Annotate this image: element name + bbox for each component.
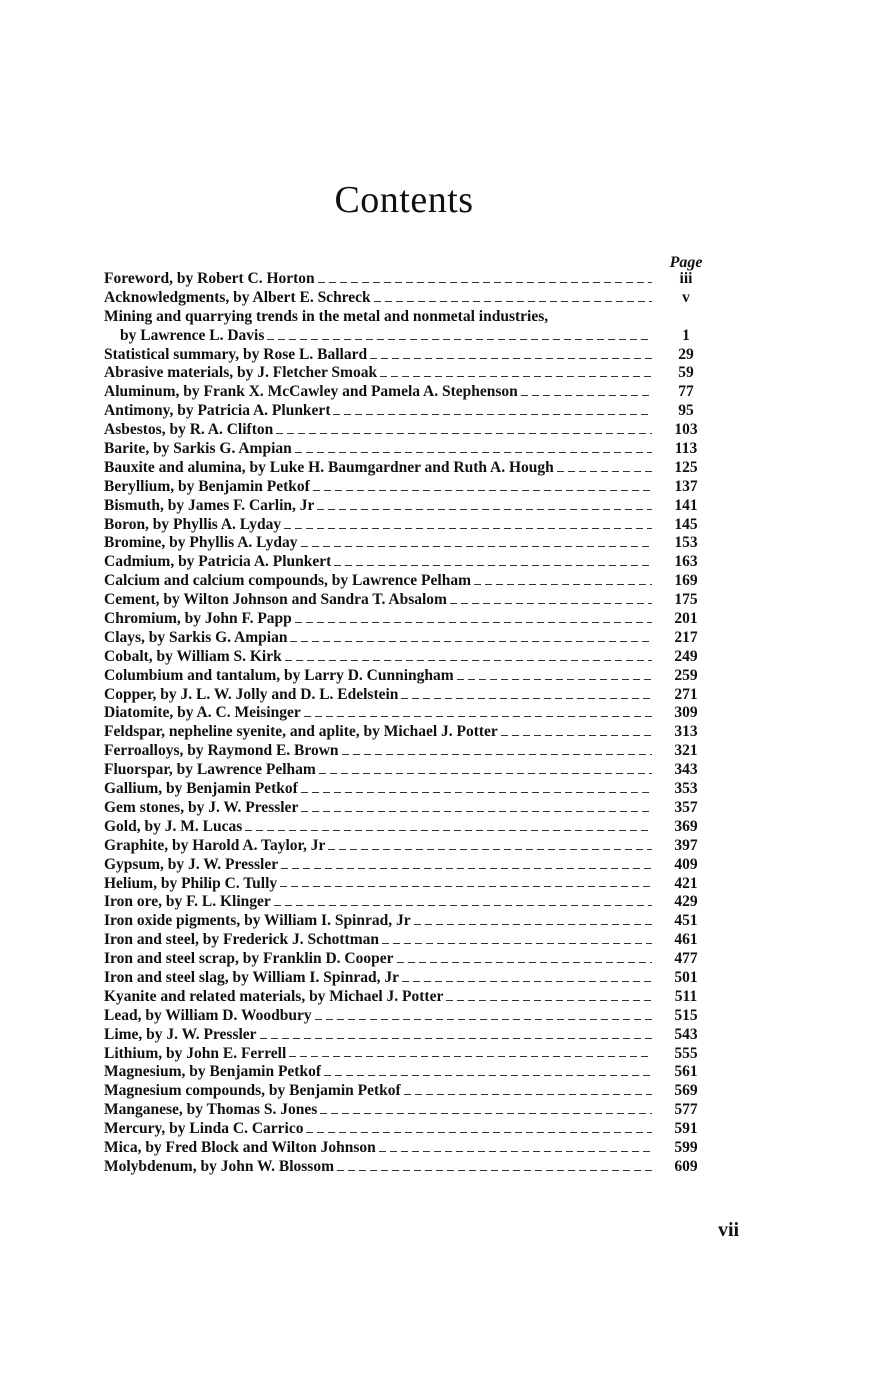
toc-entry-title: Clays, by Sarkis G. Ampian — [104, 628, 288, 646]
toc-page-number: 137 — [674, 477, 698, 495]
toc-entry-line — [104, 723, 652, 742]
dot-leader — [290, 641, 652, 642]
dot-leader — [333, 414, 652, 415]
toc-entry-title: Mercury, by Linda C. Carrico — [104, 1120, 304, 1138]
toc-entry-title: Antimony, by Patricia A. Plunkert — [104, 402, 331, 420]
toc-entry-line — [104, 856, 652, 875]
toc-entry-line — [104, 1158, 652, 1177]
toc-entry — [0, 591, 873, 610]
toc-entry-title: Bismuth, by James F. Carlin, Jr — [104, 496, 315, 514]
toc-page-number: 313 — [674, 723, 698, 741]
toc-page-number: 125 — [674, 458, 698, 476]
toc-entry — [0, 723, 873, 742]
toc-entry-line — [104, 308, 652, 327]
dot-leader — [301, 546, 652, 547]
toc-entry-title: Bauxite and alumina, by Luke H. Baumgardner and Ruth A. Hough — [104, 458, 554, 476]
toc-entry-line — [104, 497, 652, 516]
toc-page-number: 217 — [674, 628, 698, 646]
toc-page-number: 353 — [674, 780, 698, 798]
toc-entry — [0, 327, 873, 346]
toc-page-number: 577 — [674, 1101, 698, 1119]
toc-entry-line — [104, 270, 652, 289]
toc-entry — [0, 1082, 873, 1101]
toc-entry-line — [104, 893, 652, 912]
dot-leader — [274, 905, 652, 906]
toc-page-number: 321 — [674, 742, 698, 760]
toc-entry — [0, 516, 873, 535]
toc-entry — [0, 1063, 873, 1082]
toc-entry — [0, 610, 873, 629]
toc-entry — [0, 421, 873, 440]
toc-entry-line — [104, 1026, 652, 1045]
toc-entry-title: Feldspar, nepheline syenite, and aplite, by Michael J. Potter — [104, 723, 498, 741]
toc-entry-line — [104, 289, 652, 308]
toc-entry-line — [104, 686, 652, 705]
toc-page-number: 369 — [674, 817, 698, 835]
dot-leader — [301, 811, 652, 812]
toc-entry — [0, 1045, 873, 1064]
toc-page-number: 59 — [678, 364, 694, 382]
toc-entry-title: Cement, by Wilton Johnson and Sandra T. Absalom — [104, 591, 447, 609]
toc-page-number: 461 — [674, 931, 698, 949]
dot-leader — [380, 376, 652, 377]
toc-entry — [0, 799, 873, 818]
dot-leader — [337, 1170, 652, 1171]
toc-entry-line — [104, 912, 652, 931]
toc-entry — [0, 667, 873, 686]
toc-entry — [0, 969, 873, 988]
toc-entry-title: Iron and steel scrap, by Franklin D. Cooper — [104, 950, 394, 968]
dot-leader — [402, 981, 652, 982]
toc-entry-line — [104, 440, 652, 459]
dot-leader — [328, 849, 652, 850]
dot-leader — [284, 528, 652, 529]
toc-page-number: 397 — [674, 836, 698, 854]
dot-leader — [474, 584, 652, 585]
toc-entry — [0, 818, 873, 837]
dot-leader — [267, 339, 652, 340]
toc-entry — [0, 1026, 873, 1045]
toc-entry — [0, 534, 873, 553]
toc-entry-title: Lithium, by John E. Ferrell — [104, 1044, 287, 1062]
toc-page-number: 451 — [674, 912, 698, 930]
toc-entry-line — [104, 1101, 652, 1120]
toc-entry-line — [104, 1045, 652, 1064]
dot-leader — [557, 471, 652, 472]
toc-page-number: 309 — [674, 704, 698, 722]
toc-entry-line — [104, 950, 652, 969]
toc-entry-line — [104, 591, 652, 610]
dot-leader — [245, 830, 652, 831]
toc-entry-title: Cadmium, by Patricia A. Plunkert — [104, 553, 332, 571]
toc-entry-line — [104, 459, 652, 478]
dot-leader — [289, 1056, 652, 1057]
toc-entry-line — [104, 534, 652, 553]
toc-entry-title: Magnesium compounds, by Benjamin Petkof — [104, 1082, 401, 1100]
toc-entry-title: Molybdenum, by John W. Blossom — [104, 1157, 334, 1175]
toc-entry-line — [104, 1120, 652, 1139]
dot-leader — [315, 1019, 652, 1020]
toc-page-number: 569 — [674, 1082, 698, 1100]
toc-page-number: 429 — [674, 893, 698, 911]
toc-entry-title: Gold, by J. M. Lucas — [104, 817, 243, 835]
toc-page-number: 175 — [674, 591, 698, 609]
toc-entry — [0, 308, 873, 327]
toc-entry-title: Diatomite, by A. C. Meisinger — [104, 704, 301, 722]
dot-leader — [404, 1094, 652, 1095]
toc-entry-title: Mining and quarrying trends in the metal and nonmetal industries, — [104, 307, 549, 325]
page-column-header: Page — [669, 254, 703, 271]
toc-page-number: 103 — [674, 421, 698, 439]
toc-entry-title: Iron oxide pigments, by William I. Spinrad, Jr — [104, 912, 411, 930]
dot-leader — [370, 358, 652, 359]
toc-entry-title: Graphite, by Harold A. Taylor, Jr — [104, 836, 326, 854]
toc-entry-title: Bromine, by Phyllis A. Lyday — [104, 534, 298, 552]
toc-entry — [0, 893, 873, 912]
toc-entry-line — [104, 383, 652, 402]
toc-page-number: 77 — [678, 383, 694, 401]
toc-entry-title: Fluorspar, by Lawrence Pelham — [104, 761, 316, 779]
toc-entry-title: Lead, by William D. Woodbury — [104, 1006, 312, 1024]
dot-leader — [317, 509, 652, 510]
toc-entry-line — [104, 648, 652, 667]
toc-entry-title: Ferroalloys, by Raymond E. Brown — [104, 742, 339, 760]
dot-leader — [319, 773, 652, 774]
toc-entry-title: Lime, by J. W. Pressler — [104, 1025, 257, 1043]
dot-leader — [324, 1075, 652, 1076]
toc-entry-line — [104, 761, 652, 780]
toc-entry-line — [104, 610, 652, 629]
toc-page-number: v — [682, 288, 690, 306]
toc-entry-line — [104, 931, 652, 950]
toc-entry-title: by Lawrence L. Davis — [120, 326, 265, 344]
toc-entry — [0, 912, 873, 931]
dot-leader — [397, 962, 653, 963]
toc-entry-line — [104, 988, 652, 1007]
toc-entry-title: Iron and steel slag, by William I. Spinrad, Jr — [104, 968, 399, 986]
toc-entry-line — [104, 742, 652, 761]
toc-entry-title: Columbium and tantalum, by Larry D. Cunningham — [104, 666, 454, 684]
toc-entry-line — [104, 516, 652, 535]
toc-entry-line — [104, 667, 652, 686]
toc-page-number: 259 — [674, 666, 698, 684]
toc-entry — [0, 497, 873, 516]
toc-entry-title: Statistical summary, by Rose L. Ballard — [104, 345, 368, 363]
toc-entry — [0, 686, 873, 705]
toc-entry — [0, 1139, 873, 1158]
toc-entry-title: Iron and steel, by Frederick J. Schottman — [104, 931, 379, 949]
toc-entry-line — [104, 478, 652, 497]
dot-leader — [334, 565, 652, 566]
toc-page-number: 145 — [674, 515, 698, 533]
toc-entry-line — [104, 780, 652, 799]
toc-entry — [0, 289, 873, 308]
toc-page-number: 249 — [674, 647, 698, 665]
toc-entry-title: Foreword, by Robert C. Horton — [104, 270, 315, 287]
toc-entry-title: Abrasive materials, by J. Fletcher Smoak — [104, 364, 378, 382]
toc-entry-title: Asbestos, by R. A. Clifton — [104, 421, 274, 439]
toc-entry — [0, 988, 873, 1007]
dot-leader — [304, 716, 652, 717]
toc-entry-title: Kyanite and related materials, by Michael J. Potter — [104, 987, 444, 1005]
toc-page-number: 555 — [674, 1044, 698, 1062]
dot-leader — [301, 792, 652, 793]
toc-entry-line — [104, 553, 652, 572]
toc-page-number: 141 — [674, 496, 698, 514]
toc-page-number: 515 — [674, 1006, 698, 1024]
dot-leader — [457, 679, 652, 680]
toc-entry-title: Aluminum, by Frank X. McCawley and Pamela A. Stephenson — [104, 383, 518, 401]
toc-page-number: 163 — [674, 553, 698, 571]
toc-page-number: 29 — [678, 345, 694, 363]
toc-entry — [0, 761, 873, 780]
toc-page-number: 501 — [674, 968, 698, 986]
toc-entry-line — [104, 421, 652, 440]
toc-entry-title: Manganese, by Thomas S. Jones — [104, 1101, 318, 1119]
toc-entry-line — [104, 799, 652, 818]
toc-page-number: 271 — [674, 685, 698, 703]
toc-page-number: 609 — [674, 1157, 698, 1175]
toc-entry-line — [104, 346, 652, 365]
dot-leader — [280, 886, 652, 887]
dot-leader — [414, 924, 652, 925]
dot-leader — [521, 395, 652, 396]
toc-entry-title: Gem stones, by J. W. Pressler — [104, 798, 299, 816]
toc-entry-title: Copper, by J. L. W. Jolly and D. L. Edelstein — [104, 685, 399, 703]
toc-page-number: 591 — [674, 1120, 698, 1138]
toc-entry-line — [104, 572, 652, 591]
dot-leader — [374, 301, 652, 302]
toc-entry-title: Barite, by Sarkis G. Ampian — [104, 440, 292, 458]
toc-entry-title: Calcium and calcium compounds, by Lawrence Pelham — [104, 572, 471, 590]
toc-entry-title: Magnesium, by Benjamin Petkof — [104, 1063, 321, 1081]
toc-page-number: 511 — [674, 987, 698, 1005]
toc-entry — [0, 704, 873, 723]
toc-entry-title: Chromium, by John F. Papp — [104, 610, 292, 628]
toc-entry-line — [104, 875, 652, 894]
toc-page-number: 561 — [674, 1063, 698, 1081]
page-folio: vii — [718, 1219, 740, 1241]
toc-entry-title: Cobalt, by William S. Kirk — [104, 647, 282, 665]
toc-entry-line — [104, 402, 652, 421]
dot-leader — [320, 1113, 652, 1114]
toc-entry — [0, 875, 873, 894]
dot-leader — [318, 282, 652, 283]
toc-entry-line — [104, 629, 652, 648]
toc-entry-title: Iron ore, by F. L. Klinger — [104, 893, 271, 911]
toc-entry — [0, 572, 873, 591]
toc-entry-line — [104, 704, 652, 723]
toc-page-number: 201 — [674, 610, 698, 628]
toc-entry — [0, 931, 873, 950]
toc-entry — [0, 742, 873, 761]
toc-entry — [0, 346, 873, 365]
toc-entry-line — [120, 327, 652, 346]
dot-leader — [306, 1132, 652, 1133]
dot-leader — [450, 603, 652, 604]
toc-page-number: 543 — [674, 1025, 698, 1043]
toc-entry-title: Beryllium, by Benjamin Petkof — [104, 477, 310, 495]
toc-entry-title: Helium, by Philip C. Tully — [104, 874, 278, 892]
dot-leader — [401, 698, 652, 699]
toc-entry-title: Acknowledgments, by Albert E. Schreck — [104, 288, 371, 306]
dot-leader — [313, 490, 652, 491]
dot-leader — [342, 754, 652, 755]
toc-entry-line — [104, 1063, 652, 1082]
toc-entry-line — [104, 1082, 652, 1101]
toc-page-number: iii — [679, 270, 693, 287]
toc-entry — [0, 950, 873, 969]
toc-entry — [0, 364, 873, 383]
dot-leader — [379, 1151, 652, 1152]
toc-entry — [0, 478, 873, 497]
toc-page-number: 95 — [678, 402, 694, 420]
toc-entry-title: Boron, by Phyllis A. Lyday — [104, 515, 282, 533]
toc-entry — [0, 1120, 873, 1139]
toc-page-number: 357 — [674, 798, 698, 816]
dot-leader — [281, 868, 652, 869]
toc-entry-title: Mica, by Fred Block and Wilton Johnson — [104, 1138, 376, 1156]
toc-entry — [0, 383, 873, 402]
toc-entry — [0, 440, 873, 459]
dot-leader — [260, 1038, 652, 1039]
dot-leader — [295, 622, 652, 623]
toc-entry — [0, 780, 873, 799]
toc-page-number: 409 — [674, 855, 698, 873]
dot-leader — [285, 660, 652, 661]
toc-entry — [0, 629, 873, 648]
toc-entry-line — [104, 818, 652, 837]
toc-page-number: 153 — [674, 534, 698, 552]
toc-entry-title: Gallium, by Benjamin Petkof — [104, 780, 298, 798]
toc-entry — [0, 1101, 873, 1120]
toc-entry — [0, 648, 873, 667]
toc-entry — [0, 1007, 873, 1026]
toc-entry — [0, 856, 873, 875]
toc-entry-line — [104, 364, 652, 383]
toc-page-number: 169 — [674, 572, 698, 590]
toc-entry — [0, 1158, 873, 1177]
toc-entry-line — [104, 1139, 652, 1158]
dot-leader — [446, 1000, 652, 1001]
dot-leader — [501, 735, 652, 736]
dot-leader — [382, 943, 652, 944]
toc-entry — [0, 553, 873, 572]
toc-page-number: 599 — [674, 1138, 698, 1156]
toc-entry — [0, 459, 873, 478]
toc-entry — [0, 837, 873, 856]
dot-leader — [276, 433, 652, 434]
page-title: Contents — [334, 179, 474, 221]
dot-leader — [295, 452, 652, 453]
toc-entry-title: Gypsum, by J. W. Pressler — [104, 855, 279, 873]
toc-entry — [0, 402, 873, 421]
table-of-contents — [0, 270, 873, 1177]
toc-entry — [0, 270, 873, 289]
toc-entry-line — [104, 1007, 652, 1026]
toc-page-number: 343 — [674, 761, 698, 779]
toc-page-number: 113 — [674, 440, 698, 458]
toc-entry-line — [104, 969, 652, 988]
toc-page-number: 1 — [682, 326, 690, 344]
toc-entry-line — [104, 837, 652, 856]
toc-page-number: 477 — [674, 950, 698, 968]
toc-page-number: 421 — [674, 874, 698, 892]
